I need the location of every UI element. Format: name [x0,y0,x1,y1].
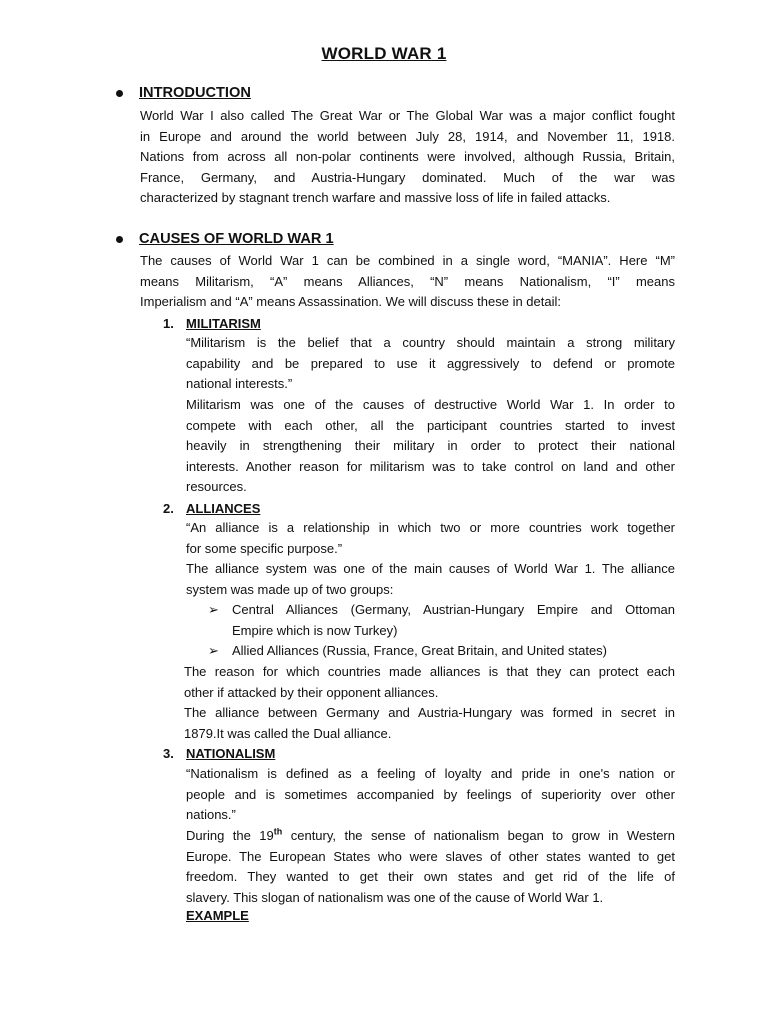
militarism-definition [186,333,675,395]
militarism-heading [163,316,261,331]
text-line: in Europe and around the world between July 28, 1914, and November 11, 1918. [140,128,675,144]
text-line: means Militarism, “A” means Alliances, “N” means Nationalism, “I” means [140,273,675,289]
text-fragment: century, the sense of nationalism began to grow in Western [282,828,675,843]
nationalism-definition [186,764,675,826]
text-line: freedom. They wanted to get their own states and get rid of the life of [186,869,675,885]
text-line: interests. Another reason for militarism was to take control on land and other [186,458,675,474]
bullet-icon [116,90,123,97]
causes-heading-label: CAUSES OF WORLD WAR 1 [139,231,334,247]
list-number: 3. [163,746,174,761]
list-number: 1. [163,316,174,331]
alliances-definition [186,518,675,559]
page-title: WORLD WAR 1 [321,44,447,63]
text-line: people and is sometimes accompanied by feelings of superiority over other [186,786,675,802]
nationalism-heading [163,746,275,761]
alliance-group-item [208,600,675,641]
text-line: The reason for which countries made alliances is that they can protect each [184,664,675,679]
text-line: capability and be prepared to use it aggressively to defend or promote [186,355,675,371]
text-line: The causes of World War 1 can be combined in a single word, “MANIA”. Here “M” [140,253,675,268]
alliances-heading [163,501,260,516]
text-line: characterized by stagnant trench warfare and massive loss of life in failed attacks. [140,190,611,206]
text-line: The alliance between Germany and Austria-Hungary was formed in secret in [184,705,675,720]
example-heading: EXAMPLE [186,908,249,923]
text-line: system was made up of two groups: [186,581,394,597]
text-line: slavery. This slogan of nationalism was one of the cause of World War 1. [186,889,604,905]
text-line: heavily in strengthening their military in order to protect their national [186,438,675,454]
text-line: France, Germany, and Austria-Hungary dominated. Much of the war was [140,169,675,185]
text-line: “An alliance is a relationship in which two or more countries work together [186,520,675,535]
alliances-label: ALLIANCES [186,501,261,516]
text-line: resources. [186,479,247,495]
text-line: compete with each other, all the participant countries started to invest [186,417,675,433]
alliances-secret [184,703,675,744]
text-line: Europe. The European States who were slaves of other states wanted to get [186,848,675,864]
text-fragment: During the 19 [186,828,274,843]
causes-heading [116,231,334,247]
militarism-body [186,395,675,498]
text-line: Central Alliances (Germany, Austrian-Hungary Empire and Ottoman [232,602,675,617]
arrow-bullet-icon: ➢ [208,602,219,617]
militarism-label: MILITARISM [186,316,261,331]
text-line: “Militarism is the belief that a country should maintain a strong military [186,335,675,350]
intro-paragraph [140,106,675,209]
text-line: nations.” [186,807,236,823]
text-line: other if attacked by their opponent alliances. [184,684,439,700]
text-line: 1879.It was called the Dual alliance. [184,725,392,741]
arrow-bullet-icon: ➢ [208,643,219,658]
nationalism-label: NATIONALISM [186,746,276,761]
alliances-reason [184,662,675,703]
intro-heading-label: INTRODUCTION [139,85,251,101]
text-line: Nations from across all non-polar continents were involved, although Russia, Britain, [140,149,675,165]
alliances-body [186,559,675,600]
nationalism-body [186,826,675,908]
alliance-group-item [208,641,675,662]
text-line [186,826,675,847]
text-line: Empire which is now Turkey) [232,622,398,638]
text-line: Imperialism and “A” means Assassination. We will discuss these in detail: [140,294,561,310]
text-line: Militarism was one of the causes of destructive World War 1. In order to [186,397,675,412]
text-line: for some specific purpose.” [186,540,343,556]
text-line: national interests.” [186,376,293,392]
text-line: The alliance system was one of the main causes of World War 1. The alliance [186,561,675,576]
bullet-icon [116,236,123,243]
list-number: 2. [163,501,174,516]
text-line: “Nationalism is defined as a feeling of loyalty and pride in one's nation or [186,766,675,781]
text-line: Allied Alliances (Russia, France, Great Britain, and United states) [232,643,608,658]
superscript: th [273,826,283,837]
causes-paragraph [140,251,675,313]
text-line: World War I also called The Great War or The Global War was a major conflict fought [140,108,675,123]
intro-heading [116,85,251,101]
